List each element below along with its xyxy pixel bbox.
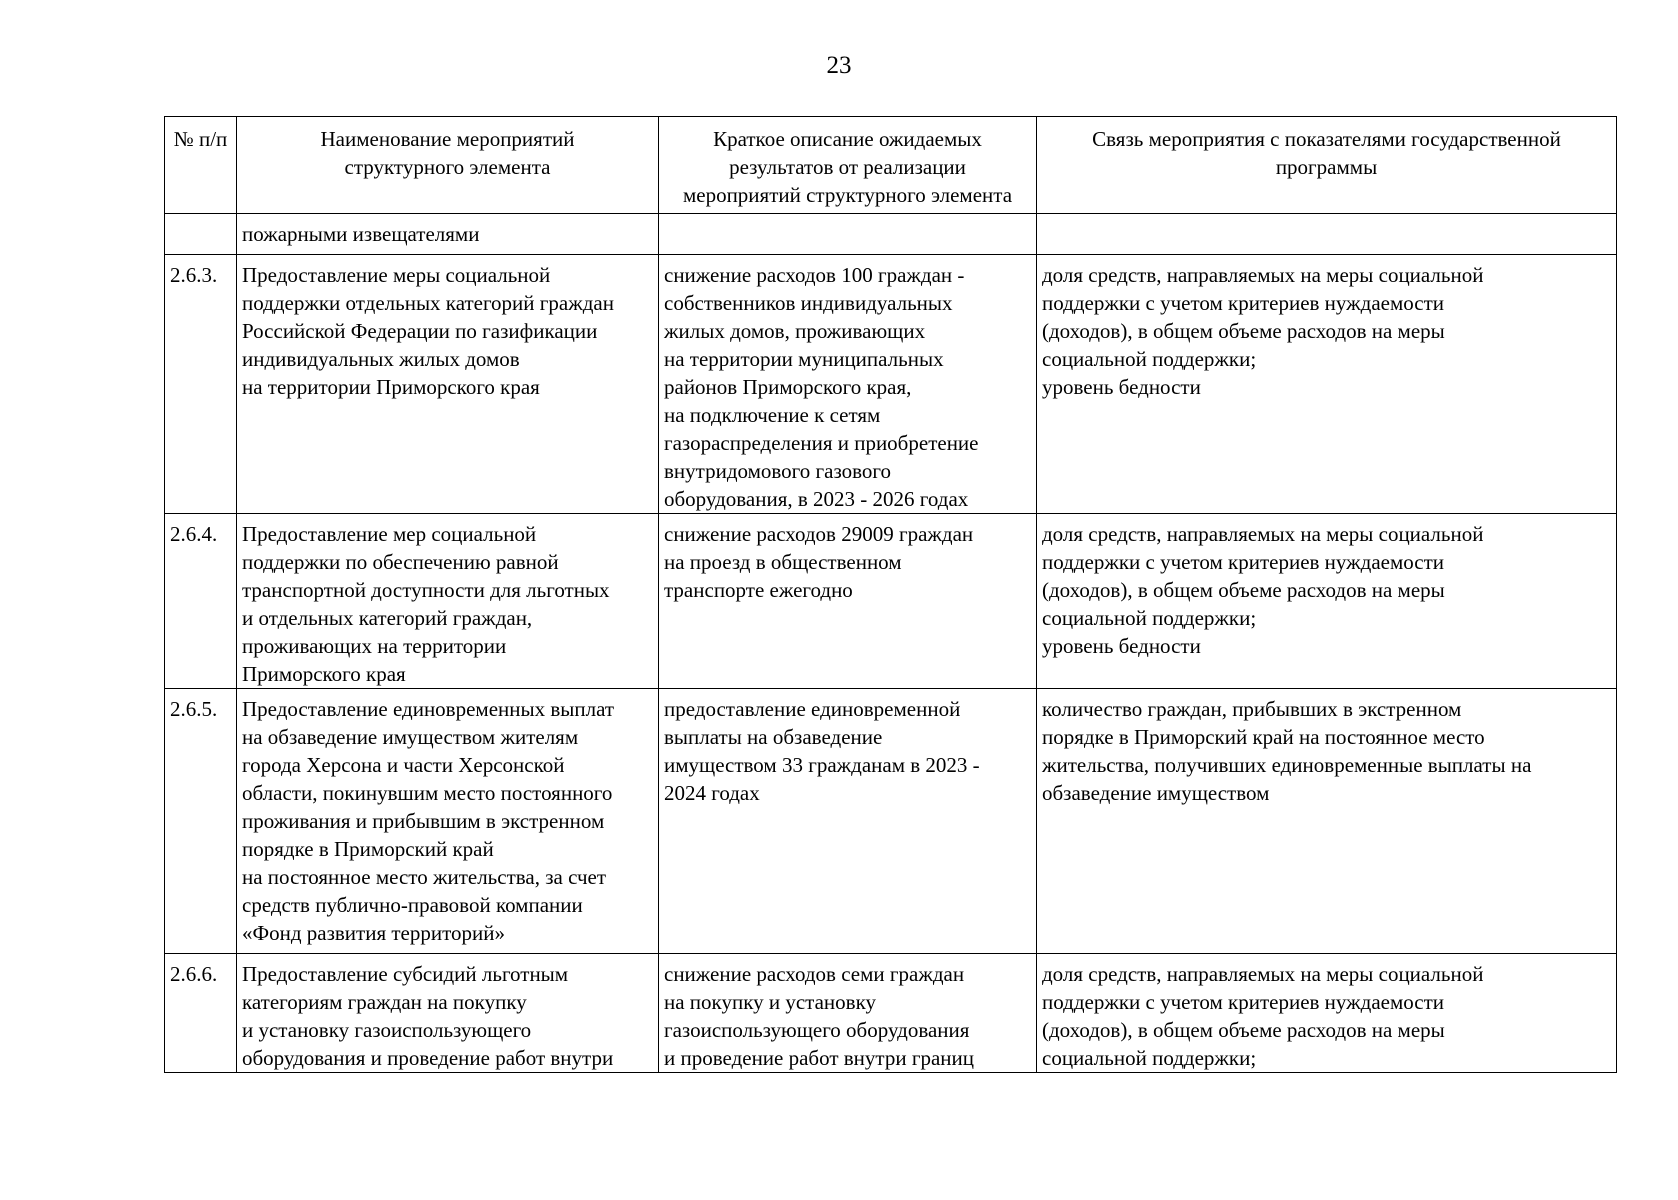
header-measure-name: Наименование мероприятий структурного элемента <box>237 117 659 214</box>
table-row <box>165 255 1617 514</box>
table-row <box>165 689 1617 954</box>
row-measure-name: Предоставление меры социальной поддержки отдельных категорий граждан Российской Федерации по газификации индивидуальных жилых домов на территории Приморского края <box>237 255 659 514</box>
table-row <box>165 954 1617 1073</box>
table-row <box>165 214 1617 255</box>
measures-table <box>164 116 1617 1073</box>
table-row <box>165 514 1617 689</box>
row-expected-results: снижение расходов 100 граждан - собственников индивидуальных жилых домов, проживающих на территории муниципальных районов Приморского края, на подключение к сетям газораспределения и приобретение внутридомового газового оборудования, в 2023 - 2026 годах <box>659 255 1037 514</box>
row-indicator-link <box>1037 214 1617 255</box>
row-indicator-link: доля средств, направляемых на меры социальной поддержки с учетом критериев нуждаемости (доходов), в общем объеме расходов на меры социальной поддержки; уровень бедности <box>1037 255 1617 514</box>
row-measure-name: пожарными извещателями <box>237 214 659 255</box>
row-expected-results: предоставление единовременной выплаты на обзаведение имуществом 33 гражданам в 2023 - 2024 годах <box>659 689 1037 954</box>
row-measure-name: Предоставление субсидий льготным категориям граждан на покупку и установку газоиспользующего оборудования и проведение работ внутри <box>237 954 659 1073</box>
row-number <box>165 214 237 255</box>
row-expected-results: снижение расходов 29009 граждан на проезд в общественном транспорте ежегодно <box>659 514 1037 689</box>
row-indicator-link: количество граждан, прибывших в экстренном порядке в Приморский край на постоянное место жительства, получивших единовременные выплаты на обзаведение имуществом <box>1037 689 1617 954</box>
row-indicator-link: доля средств, направляемых на меры социальной поддержки с учетом критериев нуждаемости (доходов), в общем объеме расходов на меры социальной поддержки; уровень бедности <box>1037 514 1617 689</box>
row-number: 2.6.3. <box>165 255 237 514</box>
row-measure-name: Предоставление мер социальной поддержки по обеспечению равной транспортной доступности для льготных и отдельных категорий граждан, проживающих на территории Приморского края <box>237 514 659 689</box>
row-measure-name: Предоставление единовременных выплат на обзаведение имуществом жителям города Херсона и части Херсонской области, покинувшим место постоянного проживания и прибывшим в экстренном порядке в Приморский край на постоянное место жительства, за счет средств публично-правовой компании «Фонд развития территорий» <box>237 689 659 954</box>
page-number: 23 <box>826 52 852 79</box>
row-number: 2.6.5. <box>165 689 237 954</box>
row-number: 2.6.4. <box>165 514 237 689</box>
header-indicator-link: Связь мероприятия с показателями государственной программы <box>1037 117 1617 214</box>
row-expected-results: снижение расходов семи граждан на покупку и установку газоиспользующего оборудования и проведение работ внутри границ <box>659 954 1037 1073</box>
row-number: 2.6.6. <box>165 954 237 1073</box>
header-number: № п/п <box>165 117 237 214</box>
header-expected-results: Краткое описание ожидаемых результатов от реализации мероприятий структурного элемента <box>659 117 1037 214</box>
table-header-row <box>165 117 1617 214</box>
row-indicator-link: доля средств, направляемых на меры социальной поддержки с учетом критериев нуждаемости (доходов), в общем объеме расходов на меры социальной поддержки; <box>1037 954 1617 1073</box>
row-expected-results <box>659 214 1037 255</box>
